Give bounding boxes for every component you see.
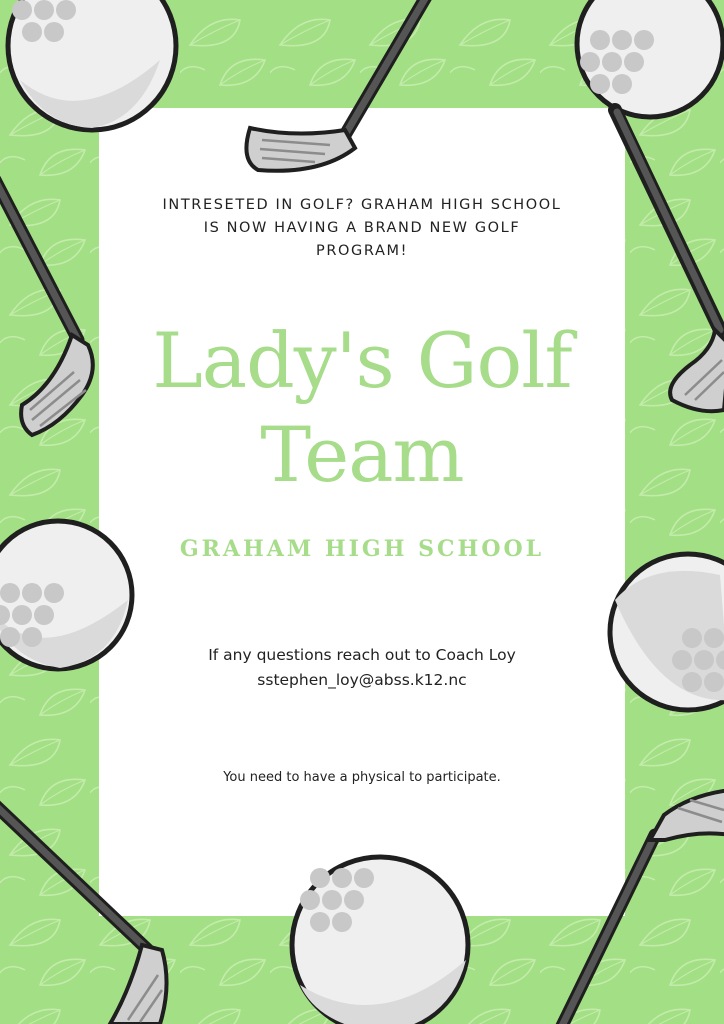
- contact-email: sstephen_loy@abss.k12.nc: [257, 671, 467, 689]
- physical-requirement-note: You need to have a physical to participate.: [223, 770, 501, 785]
- intro-text: INTRESETED IN GOLF? GRAHAM HIGH SCHOOL IS NOW HAVING A BRAND NEW GOLF PROGRAM!: [162, 197, 562, 259]
- flyer-title: [99, 314, 625, 502]
- contact-info: [99, 643, 625, 693]
- school-name: GRAHAM HIGH SCHOOL: [179, 536, 545, 562]
- title-line-2: Team: [260, 410, 464, 499]
- contact-line: If any questions reach out to Coach Loy: [208, 646, 516, 664]
- title-line-1: Lady's Golf: [152, 316, 572, 405]
